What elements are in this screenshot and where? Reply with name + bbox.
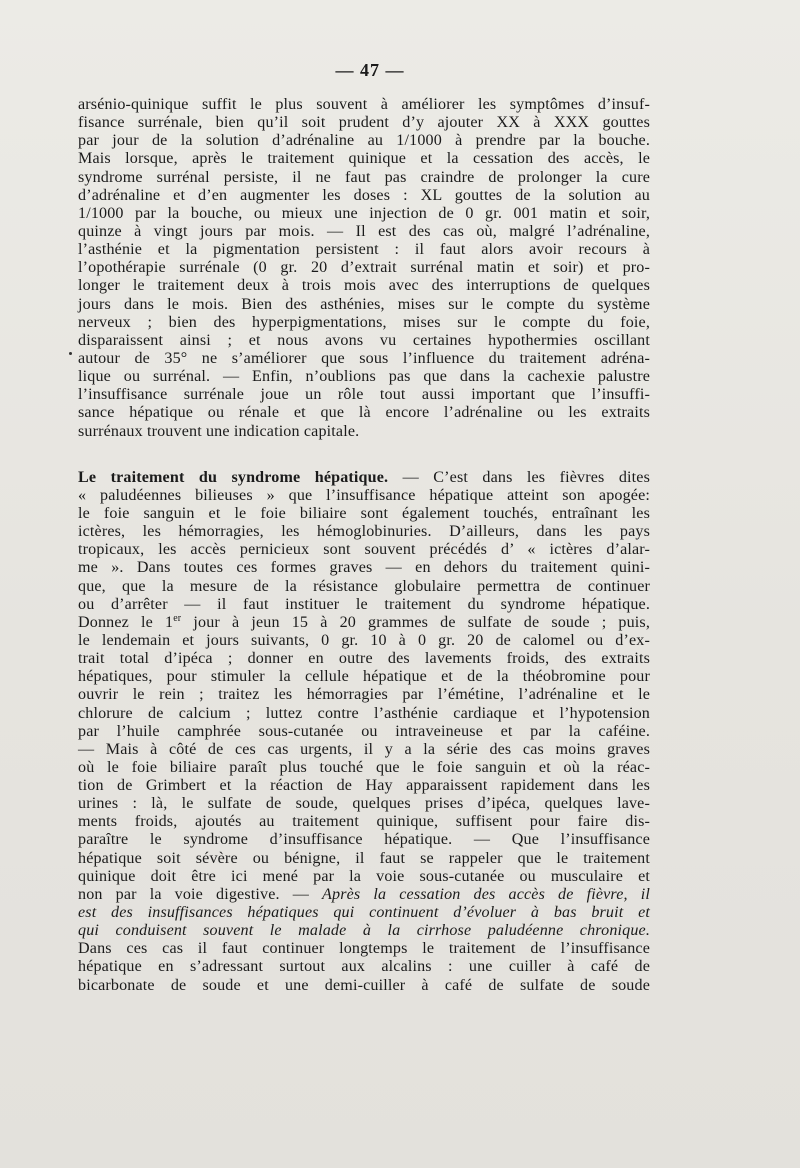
text-line: bicarbonate de soude et une demi-cuiller à café de sulfate de soude bbox=[78, 976, 650, 994]
text-line: où le foie biliaire paraît plus touché que le foie sanguin et où la réac- bbox=[78, 758, 650, 776]
donnez-rest: jour à jeun 15 à 20 grammes de sulfate de soude ; puis, bbox=[181, 613, 650, 631]
margin-mark bbox=[69, 352, 72, 355]
text-line: lique ou surrénal. — Enfin, n’oublions pas que dans la cachexie palustre bbox=[78, 368, 650, 386]
text-line: sance hépatique ou rénale et que là encore l’adrénaline ou les extraits bbox=[78, 404, 650, 422]
superscript-er: er bbox=[173, 612, 182, 624]
text-line: tion de Grimbert et la réaction de Hay apparaissent rapidement dans les bbox=[78, 777, 650, 795]
text-line: l’insuffisance surrénale joue un rôle tout aussi important que l’insuffi- bbox=[78, 386, 650, 404]
text-line: 1/1000 par la bouche, ou mieux une injection de 0 gr. 001 matin et soir, bbox=[78, 204, 650, 222]
text-line bbox=[78, 886, 650, 904]
text-line: disparaissent ainsi ; et nous avons vu certaines hypothermies oscillant bbox=[78, 331, 650, 349]
text-line: nerveux ; bien des hyperpigmentations, mises sur le compte du foie, bbox=[78, 313, 650, 331]
text-line: le lendemain et jours suivants, 0 gr. 10 à 0 gr. 20 de calomel ou d’ex- bbox=[78, 631, 650, 649]
donnez-start: Donnez le 1 bbox=[78, 613, 174, 631]
text-line: tropicaux, les accès pernicieux sont souvent précédés d’ « ictères d’alar- bbox=[78, 541, 650, 559]
text-line: hépatique soit sévère ou bénigne, il faut se rappeler que le traitement bbox=[78, 849, 650, 867]
text-line: que, que la mesure de la résistance globulaire permettra de continuer bbox=[78, 577, 650, 595]
italic-line: qui conduisent souvent le malade à la cirrhose paludéenne chronique. bbox=[78, 922, 650, 940]
text-line: arsénio-quinique suffit le plus souvent à améliorer les symptômes d’insuf- bbox=[78, 96, 650, 113]
text-line: ments froids, ajoutés au traitement quinique, suffisent pour faire dis- bbox=[78, 813, 650, 831]
text-line: — Mais à côté de ces cas urgents, il y a la série des cas moins graves bbox=[78, 740, 650, 758]
italic-text: Après la cessation des accès de fièvre, il bbox=[322, 885, 650, 903]
text-line: me ». Dans toutes ces formes graves — en dehors du traitement quini- bbox=[78, 559, 650, 577]
text-line: « paludéennes bilieuses » que l’insuffisance hépatique atteint son apogée: bbox=[78, 486, 650, 504]
text-line: surrénaux trouvent une indication capitale. bbox=[78, 422, 360, 440]
text-line: Dans ces cas il faut continuer longtemps le traitement de l’insuffisance bbox=[78, 940, 650, 958]
text-line: d’adrénaline et d’en augmenter les doses : XL gouttes de la solution au bbox=[78, 186, 650, 204]
text-line: jours dans le mois. Bien des asthénies, mises sur le compte du système bbox=[78, 295, 650, 313]
text-line: ouvrir le rein ; traitez les hémorragies par l’émétine, l’adrénaline et le bbox=[78, 686, 650, 704]
text-line: par l’huile camphrée sous-cutanée ou intraveineuse et par la caféine. bbox=[78, 722, 650, 740]
text-line: chlorure de calcium ; luttez contre l’asthénie cardiaque et l’hypotension bbox=[78, 704, 650, 722]
text-line: ou d’arrêter — il faut instituer le traitement du syndrome hépatique. bbox=[78, 595, 650, 613]
heading-continuation: — C’est dans les fièvres dites bbox=[388, 468, 650, 486]
text-line: quinique doit être ici mené par la voie sous-cutanée ou musculaire et bbox=[78, 867, 650, 885]
plain-text: non par la voie digestive. — bbox=[78, 885, 323, 903]
paragraph-adrenal-treatment bbox=[78, 96, 650, 441]
text-line: paraître le syndrome d’insuffisance hépatique. — Que l’insuffisance bbox=[78, 831, 650, 849]
text-line: syndrome surrénal persiste, il ne faut pas craindre de prolonger la cure bbox=[78, 168, 650, 186]
text-line: fisance surrénale, bien qu’il soit prudent d’y ajouter XX à XXX gouttes bbox=[78, 114, 650, 132]
page-number: — 47 — bbox=[335, 60, 405, 80]
text-line: l’opothérapie surrénale (0 gr. 20 d’extrait surrénal matin et soir) et pro- bbox=[78, 259, 650, 277]
text-line: autour de 35° ne s’améliorer que sous l’influence du traitement adréna- bbox=[78, 349, 650, 367]
text-line bbox=[78, 614, 650, 632]
paragraph-hepatic-syndrome bbox=[78, 469, 650, 995]
text-line: par jour de la solution d’adrénaline au 1/1000 à prendre par la bouche. bbox=[78, 132, 650, 150]
italic-line: est des insuffisances hépatiques qui continuent d’évoluer à bas bruit et bbox=[78, 904, 650, 922]
text-line: urines : là, le sulfate de soude, quelques prises d’ipéca, quelques lave- bbox=[78, 795, 650, 813]
heading-line bbox=[78, 469, 650, 487]
text-line: longer le traitement deux à trois mois avec des interruptions de quelques bbox=[78, 277, 650, 295]
body-text bbox=[78, 96, 650, 995]
text-line: Mais lorsque, après le traitement quinique et la cessation des accès, le bbox=[78, 150, 650, 168]
text-line: ictères, les hémorragies, les hémoglobinuries. D’ailleurs, dans les pays bbox=[78, 523, 650, 541]
text-line: trait total d’ipéca ; donner en outre des lavements froids, des extraits bbox=[78, 650, 650, 668]
text-line: hépatiques, pour stimuler la cellule hépatique et de la théobromine pour bbox=[78, 668, 650, 686]
text-line: le foie sanguin et le foie biliaire sont également touchés, entraînant les bbox=[78, 504, 650, 522]
section-heading: Le traitement du syndrome hépatique. bbox=[78, 468, 389, 486]
text-line: hépatique en s’adressant surtout aux alcalins : une cuiller à café de bbox=[78, 958, 650, 976]
text-line: l’asthénie et la pigmentation persistent : il faut alors avoir recours à bbox=[78, 241, 650, 259]
text-line: quinze à vingt jours par mois. — Il est des cas où, malgré l’adrénaline, bbox=[78, 222, 650, 240]
